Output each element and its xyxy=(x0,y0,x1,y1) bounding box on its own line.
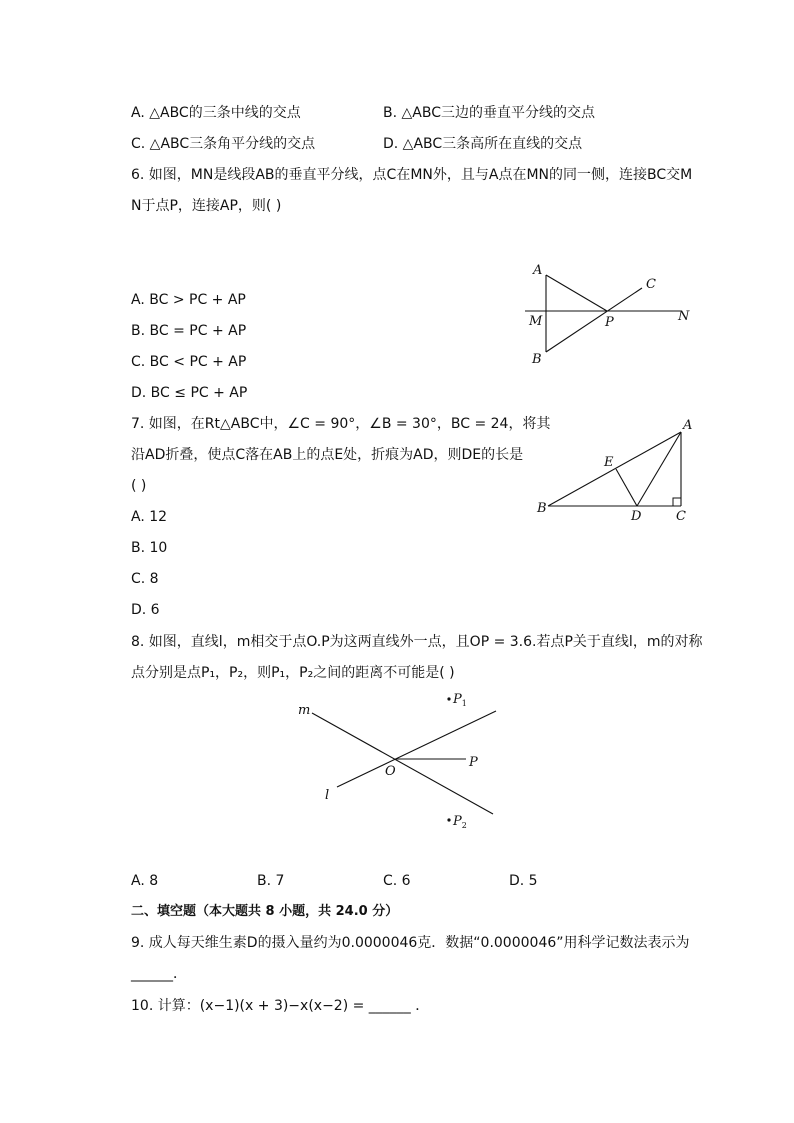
q7-label-d: D xyxy=(631,509,642,524)
q8-option-b: B. 7 xyxy=(257,873,285,889)
q6-label-a: A xyxy=(533,263,543,278)
q7-label-c: C xyxy=(676,509,686,524)
q8-stem-line2: 点分别是点P₁，P₂，则P₁，P₂之间的距离不可能是( ) xyxy=(131,665,455,681)
q8-label-p1: $P_1$ xyxy=(453,692,467,708)
q8-label-m: m xyxy=(298,703,311,718)
q7-label-e: E xyxy=(604,455,614,470)
q7-label-b: B xyxy=(537,501,547,516)
q8-option-d: D. 5 xyxy=(509,873,538,889)
q6-option-d: D. BC ≤ PC + AP xyxy=(131,385,248,401)
q6-label-p: P xyxy=(605,315,614,330)
q6-stem-line1: 6. 如图，MN是线段AB的垂直平分线，点C在MN外，且与A点在MN的同一侧，连接BC交M xyxy=(131,167,693,183)
q10-stem: 10. 计算：(x−1)(x + 3)−x(x−2) = ______ ． xyxy=(131,998,430,1014)
q8-label-p2: $P_2$ xyxy=(453,814,467,830)
q7-figure xyxy=(530,415,705,525)
q7-label-a: A xyxy=(683,418,693,433)
q7-option-a: A. 12 xyxy=(131,509,168,525)
q7-option-b: B. 10 xyxy=(131,540,168,556)
q8-label-o: O xyxy=(385,764,396,779)
q9-stem-line2: ______． xyxy=(131,966,187,982)
q6-label-n: N xyxy=(678,309,690,324)
q8-label-l: l xyxy=(325,788,330,803)
q6-label-c: C xyxy=(646,277,656,292)
q6-figure xyxy=(520,260,700,370)
q6-stem-line2: N于点P，连接AP，则( ) xyxy=(131,198,282,214)
q7-option-d: D. 6 xyxy=(131,602,160,618)
q5-option-c: C. △ABC三条角平分线的交点 xyxy=(131,136,316,152)
q5-option-d: D. △ABC三条高所在直线的交点 xyxy=(383,136,583,152)
q6-option-b: B. BC = PC + AP xyxy=(131,323,247,339)
q6-option-a: A. BC > PC + AP xyxy=(131,292,246,308)
q8-stem-line1: 8. 如图，直线l，m相交于点O.P为这两直线外一点，且OP = 3.6.若点P关于直线l，m的对称 xyxy=(131,634,703,650)
q7-stem-line2: 沿AD折叠，使点C落在AB上的点E处，折痕为AD，则DE的长是 xyxy=(131,447,524,463)
q9-stem-line1: 9. 成人每天维生素D的摄入量约为0.0000046克．数据“0.0000046”用科学记数法表示为 xyxy=(131,935,690,951)
q6-label-b: B xyxy=(532,352,542,367)
q7-stem-line1: 7. 如图，在Rt△ABC中，∠C = 90°，∠B = 30°，BC = 24，将其 xyxy=(131,416,551,432)
q6-option-c: C. BC < PC + AP xyxy=(131,354,247,370)
q7-stem-line3: ( ) xyxy=(131,478,147,494)
q8-option-a: A. 8 xyxy=(131,873,159,889)
q7-option-c: C. 8 xyxy=(131,571,159,587)
q6-label-m: M xyxy=(529,314,543,329)
q5-option-a: A. △ABC的三条中线的交点 xyxy=(131,105,301,121)
q8-label-p: P xyxy=(469,755,478,770)
q8-figure xyxy=(290,688,510,838)
q8-option-c: C. 6 xyxy=(383,873,411,889)
q5-option-b: B. △ABC三边的垂直平分线的交点 xyxy=(383,105,595,121)
section-heading: 二、填空题（本大题共 8 小题，共 24.0 分） xyxy=(131,904,399,919)
